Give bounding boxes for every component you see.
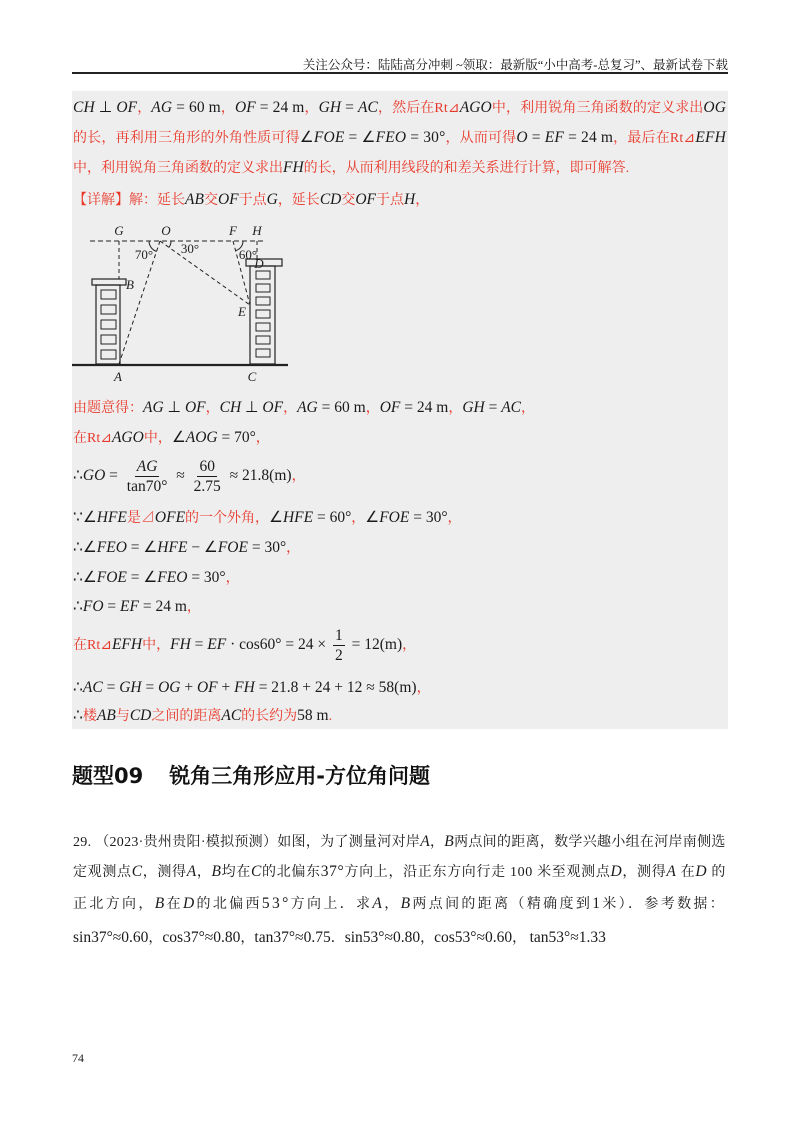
red-text: ， [186, 600, 201, 615]
math-variable: A [420, 833, 430, 850]
math-expression: = [102, 679, 120, 696]
math-expression: = [141, 679, 159, 696]
building-window [256, 297, 270, 305]
line-content [73, 705, 332, 728]
body-text: ． [330, 931, 345, 946]
angle-label-aog: 70° [134, 247, 154, 262]
red-text: ， [351, 511, 366, 526]
math-variable: EF [120, 598, 139, 615]
math-variable: AB [185, 191, 204, 208]
red-text: . [328, 709, 333, 724]
fraction [125, 458, 170, 495]
header-rule [72, 72, 728, 74]
red-text: ， [137, 101, 152, 116]
building-window [256, 336, 270, 344]
math-expression: = 12(m) [347, 636, 403, 653]
angle-label-foe: 30° [180, 241, 200, 256]
math-expression: = 24 m [400, 399, 449, 416]
body-text: ， [512, 931, 530, 946]
line-content [73, 189, 429, 212]
math-expression: 58 m [297, 707, 329, 724]
math-expression: = [484, 399, 502, 416]
building-window [256, 349, 270, 357]
math-variable: AC [221, 707, 242, 724]
red-text: 在Rt⊿ [73, 638, 112, 653]
math-variable: HFE [282, 509, 314, 526]
label-d: D [254, 256, 264, 271]
body-text: 定观测点 [73, 865, 132, 880]
math-expression: ∠ [171, 429, 186, 446]
math-expression: sin53°≈0.80 [344, 929, 421, 946]
math-variable: GH [462, 399, 485, 416]
math-variable: EF [207, 636, 227, 653]
solution-line [73, 127, 726, 149]
math-expression: ∴ [73, 467, 83, 484]
line-content [73, 97, 726, 120]
math-variable: EFH [111, 636, 143, 653]
fraction-numerator: 60 [199, 458, 215, 476]
line-content [73, 157, 629, 180]
line-content [73, 397, 535, 420]
math-variable: GH [318, 99, 342, 116]
building-window [256, 271, 270, 279]
body-text: 的 [707, 865, 727, 880]
building-window [101, 335, 116, 344]
red-text: 楼 [82, 709, 97, 724]
math-variable: A [666, 863, 677, 880]
math-variable: AB [96, 707, 116, 724]
solution-line [73, 157, 726, 179]
math-variable: CD [319, 191, 342, 208]
red-text: ， [416, 681, 431, 696]
math-variable: FEO [375, 129, 407, 146]
red-text: 中，利用锐角三角函数的定义求出 [73, 161, 283, 176]
line-content [73, 454, 306, 499]
fraction [333, 627, 345, 664]
math-variable: AC [82, 679, 103, 696]
red-text: ， [291, 469, 306, 484]
solution-line [73, 427, 726, 449]
body-text: 方向上．求 [290, 897, 373, 912]
math-expression: = [105, 467, 122, 484]
math-variable: AG [143, 399, 164, 416]
red-text: ， [402, 638, 417, 653]
fraction-denominator: tan70° [126, 478, 168, 496]
math-expression: ⊥ [163, 399, 185, 416]
math-variable: C [131, 863, 143, 880]
math-expression: = 30° [247, 539, 287, 556]
math-variable: B [444, 833, 455, 850]
line-content [73, 127, 726, 150]
page-number: 74 [72, 1051, 84, 1065]
red-text: 交 [203, 193, 218, 208]
label-b: B [126, 277, 134, 292]
line-content [73, 596, 201, 619]
math-expression: = 30° [406, 129, 446, 146]
math-variable: FOE [313, 129, 345, 146]
math-variable: OF [184, 399, 206, 416]
red-text: 的长约为 [241, 709, 298, 724]
building-window [101, 320, 116, 329]
building-window [101, 305, 116, 314]
math-expression: ∴ [73, 598, 83, 615]
red-text: ，延长 [277, 193, 320, 208]
math-expression: = [103, 598, 121, 615]
line-content [73, 623, 416, 668]
problem-line [73, 831, 726, 853]
math-expression: ∠ [269, 509, 283, 526]
math-variable: O [516, 129, 528, 146]
math-variable: FH [170, 636, 191, 653]
math-variable: OF [355, 191, 377, 208]
red-text: ， [365, 401, 380, 416]
red-text: ， [521, 401, 536, 416]
math-expression: ⊥ [241, 399, 263, 416]
math-variable: GO [82, 467, 106, 484]
math-variable: GH [119, 679, 142, 696]
math-expression: + [180, 679, 197, 696]
math-expression: ∴∠ [73, 539, 97, 556]
solution-line [73, 97, 726, 119]
math-expression: = 60 m [172, 99, 221, 116]
math-expression: cos53°≈0.60 [434, 929, 513, 946]
math-variable: C [251, 863, 263, 880]
math-variable: D [695, 863, 708, 880]
math-expression: = 70° [217, 429, 256, 446]
math-expression: 37° [320, 863, 345, 880]
red-text: 【详解】解：延长 [73, 193, 185, 208]
math-variable: EF [544, 129, 565, 146]
math-variable: B [211, 863, 222, 880]
math-expression: ∠ [365, 509, 380, 526]
red-text: ， [448, 401, 463, 416]
math-variable: A [372, 895, 385, 912]
red-text: 交 [341, 193, 356, 208]
math-expression: ≈ 21.8(m) [225, 467, 292, 484]
label-e: E [238, 304, 246, 319]
math-variable: B [154, 895, 167, 912]
building-window [101, 290, 116, 299]
math-expression: ⊥ [94, 99, 117, 116]
math-expression: ∴∠ [73, 569, 97, 586]
math-variable: D [610, 863, 623, 880]
body-text: ， [420, 931, 435, 946]
red-text: ， [286, 541, 301, 556]
fraction-denominator: 2 [334, 647, 343, 665]
body-text: ， [240, 931, 255, 946]
red-text: 于点 [376, 193, 405, 208]
red-text: 中， [143, 431, 172, 446]
label-g: G [114, 223, 124, 238]
math-expression: ≈ [172, 467, 189, 484]
math-variable: FH [283, 159, 304, 176]
math-variable: G [266, 191, 278, 208]
math-expression: 1 [592, 895, 603, 912]
math-expression: = [341, 99, 358, 116]
building-window [101, 350, 116, 359]
section-label: 题型09 [72, 764, 144, 788]
solution-line [73, 596, 726, 618]
math-expression: tan37°≈0.75 [254, 929, 331, 946]
math-expression: = 30° [187, 569, 226, 586]
math-expression: − ∠ [187, 539, 218, 556]
red-text: 中，利用锐角三角函数的定义求出 [491, 101, 704, 116]
red-text: 与 [115, 709, 130, 724]
body-text: ， [148, 931, 163, 946]
building-window [256, 284, 270, 292]
math-expression: = 60° [313, 509, 352, 526]
red-text: ， [447, 511, 462, 526]
line-content [73, 893, 726, 916]
solution-line [73, 567, 726, 589]
math-variable: D [182, 895, 197, 912]
red-text: ， [415, 193, 430, 208]
red-text: 于点 [238, 193, 267, 208]
math-variable: A [186, 863, 197, 880]
math-expression: · cos60° = 24 × [226, 636, 330, 653]
body-text: ， [430, 835, 445, 850]
math-variable: HFE [157, 539, 188, 556]
red-text: ， [220, 101, 235, 116]
math-variable: CH [73, 99, 95, 116]
label-o: O [161, 223, 171, 238]
math-variable: FOE [217, 539, 248, 556]
math-expression: = 24 m [138, 598, 187, 615]
math-variable: OG [703, 99, 726, 116]
body-text: 两点间的距离（精确度到 [412, 897, 593, 912]
red-text: 是⊿ [126, 511, 155, 526]
math-expression: = 30° [409, 509, 448, 526]
math-variable: FO [82, 598, 104, 615]
label-f: F [229, 223, 237, 238]
red-text: 中， [142, 638, 171, 653]
section-title: 锐角三角形应用-方位角问题 [169, 764, 430, 788]
body-text: ， [384, 897, 401, 912]
red-text: 的长，从而利用线段的和差关系进行计算，即可解答. [303, 161, 630, 176]
solution-line [73, 189, 726, 211]
math-variable: OF [116, 99, 138, 116]
math-expression: = 60 m [317, 399, 366, 416]
body-text: ，测得 [142, 865, 187, 880]
red-text: ， [304, 101, 319, 116]
red-text: ，然后在Rt⊿ [378, 101, 460, 116]
solution-line [73, 454, 726, 498]
body-text: 在 [166, 897, 183, 912]
math-variable: FOE [96, 569, 127, 586]
math-variable: OF [379, 399, 401, 416]
line-content [73, 537, 300, 560]
fraction [192, 458, 223, 495]
math-expression: cos37°≈0.80 [162, 929, 241, 946]
label-c: C [247, 369, 257, 384]
body-text: 在 [676, 865, 696, 880]
solution-line [73, 705, 726, 727]
red-text: ， [283, 401, 298, 416]
red-text: ，从而可得 [445, 131, 517, 146]
angle-arc-foe [169, 241, 171, 247]
red-text: ，最后在Rt⊿ [613, 131, 696, 146]
problem-line [73, 893, 726, 915]
math-expression: ∴ [73, 707, 83, 724]
body-text: ， [196, 865, 212, 880]
body-text: 米）．参考数据： [602, 897, 727, 912]
buildings-diagram [72, 218, 292, 386]
math-variable: AC [357, 99, 378, 116]
page-header: 关注公众号：陆陆高分冲刺 ~领取：最新版“小中高考-总复习”、最新试卷下载 [302, 58, 728, 72]
math-expression: = ∠ [126, 569, 158, 586]
body-text: 29. （2023·贵州贵阳·模拟预测）如图，为了测量河对岸 [73, 835, 421, 850]
line-content [73, 861, 726, 884]
line-content [73, 831, 726, 854]
red-text: ， [225, 571, 240, 586]
red-text: 之间的距离 [151, 709, 222, 724]
math-expression: ∠ [299, 129, 314, 146]
body-text: 方向上，沿正东方向行走 100 米至观测点 [344, 865, 611, 880]
math-variable: FEO [157, 569, 188, 586]
math-expression: = 24 m [255, 99, 305, 116]
math-variable: AG [151, 99, 173, 116]
math-variable: OF [262, 399, 284, 416]
math-variable: CH [219, 399, 242, 416]
math-expression: = ∠ [344, 129, 376, 146]
math-variable: AOG [185, 429, 218, 446]
label-a: A [114, 369, 122, 384]
math-expression: = 21.8 + 24 + 12 ≈ 58(m) [254, 679, 417, 696]
red-text: 由题意得： [73, 401, 143, 416]
math-variable: OF [234, 99, 256, 116]
body-text: 两点间的距离，数学兴趣小组在河岸南侧选 [454, 835, 726, 850]
math-variable: OF [196, 679, 218, 696]
solution-line [73, 507, 726, 529]
red-text: 的一个外角， [185, 511, 270, 526]
math-variable: FH [234, 679, 255, 696]
math-variable: B [400, 895, 413, 912]
math-variable: AGO [111, 429, 144, 446]
body-text: 均在 [221, 865, 252, 880]
solution-line [73, 623, 726, 667]
fraction-numerator: AG [136, 458, 158, 476]
math-expression: ∵∠ [73, 509, 97, 526]
math-variable: OFE [154, 509, 186, 526]
problem-line [73, 927, 726, 949]
math-expression: = 24 m [564, 129, 614, 146]
building-window [256, 310, 270, 318]
fraction-numerator: 1 [334, 627, 343, 645]
math-variable: AG [297, 399, 318, 416]
math-variable: OG [158, 679, 181, 696]
math-variable: AC [501, 399, 522, 416]
math-variable: EFH [695, 129, 726, 146]
body-text: 的北偏西 [196, 897, 262, 912]
building-window [256, 323, 270, 331]
math-variable: HFE [96, 509, 127, 526]
line-content [73, 427, 270, 450]
body-text: ，测得 [622, 865, 667, 880]
math-variable: FEO [96, 539, 127, 556]
building-ab-roof [92, 279, 126, 285]
math-expression: = ∠ [126, 539, 158, 556]
line-content [73, 567, 240, 590]
section-heading [72, 762, 430, 790]
body-text: 正北方向， [73, 897, 155, 912]
red-text: ， [255, 431, 270, 446]
fraction-denominator: 2.75 [193, 478, 221, 496]
label-h: H [252, 223, 262, 238]
line-content [73, 927, 606, 950]
problem-line [73, 861, 726, 883]
red-text: 的长，再利用三角形的外角性质可得 [73, 131, 300, 146]
math-variable: H [404, 191, 416, 208]
math-expression: 53° [261, 895, 291, 912]
solution-line [73, 677, 726, 699]
math-variable: CD [129, 707, 152, 724]
math-expression: + [217, 679, 235, 696]
solution-line [73, 537, 726, 559]
math-expression: = [527, 129, 545, 146]
body-text: 的北偏东 [262, 865, 321, 880]
math-variable: OF [217, 191, 239, 208]
math-expression: tan53°≈1.33 [529, 929, 606, 946]
line-content [73, 677, 431, 700]
math-expression: sin37°≈0.60 [73, 929, 149, 946]
red-text: 在Rt⊿ [73, 431, 112, 446]
math-variable: FOE [379, 509, 410, 526]
red-text: ， [205, 401, 220, 416]
angle-label-hfe: 60° [238, 247, 258, 262]
line-content [73, 507, 462, 530]
math-expression: = [190, 636, 208, 653]
solution-line [73, 397, 726, 419]
math-expression: ∴ [73, 679, 83, 696]
math-variable: AGO [459, 99, 492, 116]
